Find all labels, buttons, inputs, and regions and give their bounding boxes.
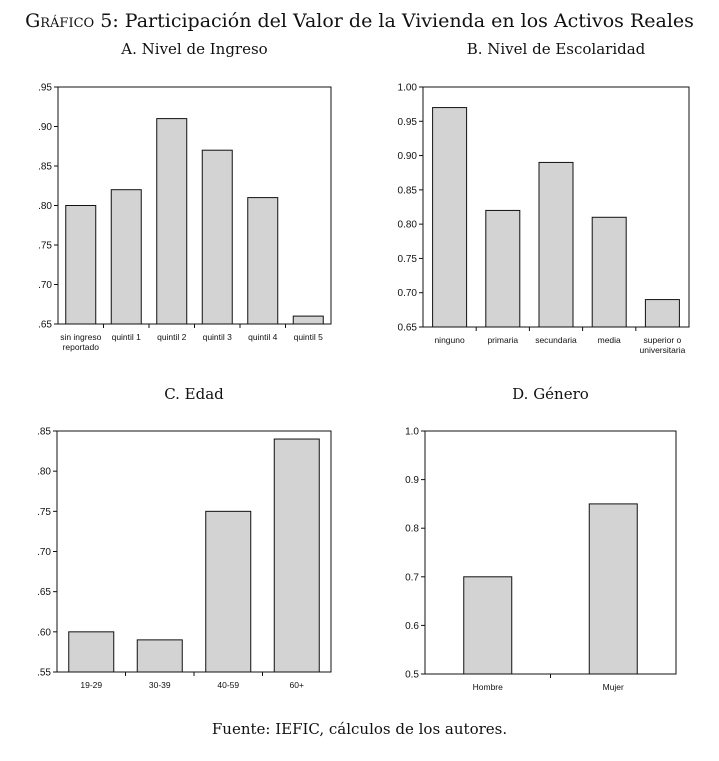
y-tick-label: .60 <box>37 627 51 639</box>
y-tick-label: .80 <box>37 466 51 478</box>
y-tick-label: .85 <box>38 161 52 173</box>
panel-title: A. Nivel de Ingreso <box>121 40 268 58</box>
x-category-label <box>217 680 239 690</box>
x-category-label-line: quintil 2 <box>157 332 187 342</box>
y-tick-label: 0.65 <box>397 322 417 334</box>
y-tick-label: .75 <box>37 506 51 518</box>
plot-frame <box>425 431 676 674</box>
x-category-label-line: quintil 5 <box>293 332 323 342</box>
x-category-label <box>603 682 624 692</box>
x-category-label <box>639 335 685 355</box>
x-category-label-line: reportado <box>62 342 99 352</box>
y-tick-label: 0.8 <box>405 523 419 535</box>
x-category-label-line: sin ingreso <box>60 332 102 342</box>
figure-title-prefix: Gráfico 5: <box>25 10 119 32</box>
x-category-label <box>80 680 102 690</box>
panel-d <box>405 385 676 692</box>
x-category-label <box>290 680 304 690</box>
x-category-label-line: 30-39 <box>148 680 171 690</box>
x-category-label-line: universitaria <box>639 345 686 355</box>
y-tick-label: .65 <box>37 587 51 599</box>
x-category-label <box>60 332 101 352</box>
bar <box>206 511 251 672</box>
y-tick-label: .80 <box>38 201 52 212</box>
bar <box>464 577 512 674</box>
bar <box>248 198 278 324</box>
bar <box>645 300 679 327</box>
y-tick-label: .75 <box>38 240 52 252</box>
bar <box>486 210 520 327</box>
y-tick-label: 0.95 <box>397 116 417 128</box>
panel-b <box>398 40 689 355</box>
x-category-label-line: 19-29 <box>80 680 103 690</box>
panel-c <box>37 385 331 690</box>
y-tick-label: 0.5 <box>405 669 419 681</box>
y-tick-label: 1.00 <box>397 82 417 94</box>
y-tick-label: 0.90 <box>397 151 417 163</box>
x-category-label <box>112 332 142 342</box>
y-tick-label: .70 <box>38 280 52 291</box>
figure-title-text: Participación del Valor de la Vivienda en los Activos Reales <box>118 10 694 32</box>
x-category-label <box>598 335 621 345</box>
bar <box>539 162 573 327</box>
x-category-label-line: 40-59 <box>217 680 240 690</box>
x-category-label <box>203 332 233 342</box>
x-category-label <box>149 680 171 690</box>
x-category-label <box>157 332 187 342</box>
bar <box>589 504 637 674</box>
x-category-label-line: quintil 3 <box>202 332 232 342</box>
x-category-label <box>487 335 518 345</box>
y-tick-label: .55 <box>37 667 51 679</box>
x-category-label-line: secundaria <box>535 335 577 345</box>
panel-title: B. Nivel de Escolaridad <box>466 40 646 58</box>
bar <box>274 439 319 672</box>
y-tick-label: .85 <box>37 426 51 438</box>
bar <box>433 108 467 327</box>
x-category-label <box>473 682 504 692</box>
x-category-label-line: superior o <box>643 335 682 345</box>
y-tick-label: 0.7 <box>405 572 419 584</box>
x-category-label-line: quintil 1 <box>111 332 141 342</box>
x-category-label-line: 60+ <box>289 680 304 690</box>
y-tick-label: 0.9 <box>405 475 419 487</box>
x-category-label-line: quintil 4 <box>248 332 278 342</box>
panel-title: D. Género <box>512 385 589 403</box>
y-tick-label: 0.80 <box>397 219 417 231</box>
y-tick-label: .65 <box>38 319 52 331</box>
y-tick-label: .90 <box>38 122 52 133</box>
x-category-label-line: primaria <box>487 335 519 345</box>
bar <box>111 190 141 324</box>
x-category-label <box>294 332 324 342</box>
source-note: Fuente: IEFIC, cálculos de los autores. <box>211 720 508 738</box>
y-tick-label: 0.75 <box>397 253 417 265</box>
plot-frame <box>58 87 331 324</box>
panel-title: C. Edad <box>164 385 224 403</box>
y-tick-label: .95 <box>38 82 52 94</box>
bar <box>592 217 626 327</box>
x-category-label-line: media <box>597 335 621 345</box>
bar <box>202 150 232 324</box>
y-tick-label: 0.6 <box>405 620 419 632</box>
x-category-label <box>248 332 278 342</box>
x-category-label-line: Mujer <box>602 682 624 692</box>
panel-a <box>38 40 331 352</box>
y-tick-label: 0.85 <box>397 185 417 197</box>
bar <box>69 632 114 672</box>
x-category-label-line: ninguno <box>434 335 465 345</box>
bar <box>66 206 96 325</box>
x-category-label <box>434 335 465 345</box>
y-tick-label: 0.70 <box>397 288 417 300</box>
y-tick-label: .70 <box>37 547 51 558</box>
x-category-label-line: Hombre <box>472 682 503 692</box>
bar <box>293 316 323 324</box>
bar <box>137 640 182 672</box>
bar <box>157 119 187 324</box>
y-tick-label: 1.0 <box>405 426 419 438</box>
x-category-label <box>535 335 577 345</box>
